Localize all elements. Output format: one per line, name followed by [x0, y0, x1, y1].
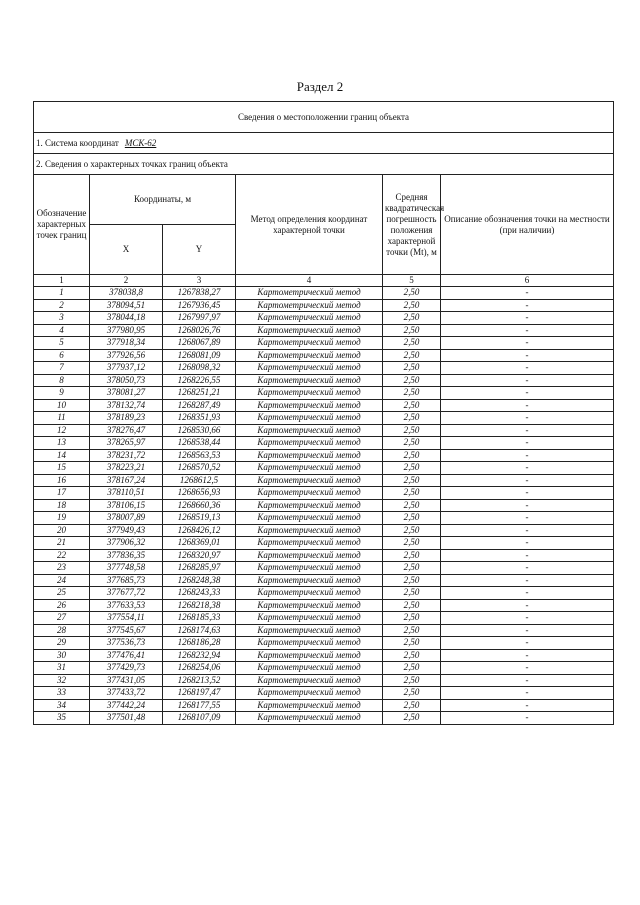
table-row: [34, 362, 614, 375]
cell-point-number: 14: [34, 449, 90, 462]
cell-desc: -: [441, 312, 614, 325]
cell-desc: -: [441, 387, 614, 400]
cell-coord-x: 377501,48: [90, 712, 163, 725]
cell-coord-y: 1268197,47: [163, 687, 236, 700]
cell-method: Картометрический метод: [236, 499, 383, 512]
boundary-points-table: [33, 101, 614, 725]
cell-desc: -: [441, 362, 614, 375]
cell-desc: -: [441, 599, 614, 612]
cell-coord-y: 1268287,49: [163, 399, 236, 412]
cell-accuracy: 2,50: [383, 674, 441, 687]
cell-desc: -: [441, 474, 614, 487]
cell-accuracy: 2,50: [383, 437, 441, 450]
cell-coord-x: 378223,21: [90, 462, 163, 475]
cell-desc: -: [441, 674, 614, 687]
cell-method: Картометрический метод: [236, 337, 383, 350]
cell-point-number: 34: [34, 699, 90, 712]
cell-point-number: 20: [34, 524, 90, 537]
cell-method: Картометрический метод: [236, 624, 383, 637]
cell-point-number: 1: [34, 287, 90, 300]
cell-desc: -: [441, 524, 614, 537]
cell-point-number: 25: [34, 587, 90, 600]
cell-desc: -: [441, 687, 614, 700]
cell-coord-x: 377536,73: [90, 637, 163, 650]
cell-desc: -: [441, 449, 614, 462]
cell-coord-x: 378094,51: [90, 299, 163, 312]
cell-accuracy: 2,50: [383, 287, 441, 300]
cell-point-number: 3: [34, 312, 90, 325]
cell-desc: -: [441, 349, 614, 362]
cell-desc: -: [441, 574, 614, 587]
cell-method: Картометрический метод: [236, 462, 383, 475]
cell-desc: -: [441, 437, 614, 450]
cell-coord-y: 1268177,55: [163, 699, 236, 712]
cell-accuracy: 2,50: [383, 374, 441, 387]
cell-point-number: 18: [34, 499, 90, 512]
cell-method: Картометрический метод: [236, 712, 383, 725]
cell-coord-x: 377836,35: [90, 549, 163, 562]
cell-method: Картометрический метод: [236, 324, 383, 337]
cell-accuracy: 2,50: [383, 499, 441, 512]
cell-coord-x: 377433,72: [90, 687, 163, 700]
cell-coord-x: 378110,51: [90, 487, 163, 500]
column-number: 6: [441, 275, 614, 287]
table-row: [34, 687, 614, 700]
cell-desc: -: [441, 374, 614, 387]
cell-coord-y: 1268081,09: [163, 349, 236, 362]
cell-method: Картометрический метод: [236, 537, 383, 550]
cell-coord-y: 1268098,32: [163, 362, 236, 375]
cell-coord-y: 1268660,36: [163, 499, 236, 512]
coordinate-system-value: МСК-62: [124, 137, 157, 148]
cell-coord-x: 377431,05: [90, 674, 163, 687]
cell-method: Картометрический метод: [236, 562, 383, 575]
column-number: 4: [236, 275, 383, 287]
table-row: [34, 549, 614, 562]
column-numbers-row: [34, 275, 614, 287]
cell-accuracy: 2,50: [383, 612, 441, 625]
cell-accuracy: 2,50: [383, 587, 441, 600]
coordinate-system-row: [34, 133, 614, 154]
cell-desc: -: [441, 612, 614, 625]
column-number: 5: [383, 275, 441, 287]
cell-accuracy: 2,50: [383, 562, 441, 575]
table-row: [34, 587, 614, 600]
header-y: Y: [163, 225, 236, 275]
cell-coord-y: 1268185,33: [163, 612, 236, 625]
cell-accuracy: 2,50: [383, 662, 441, 675]
cell-accuracy: 2,50: [383, 637, 441, 650]
column-number: 2: [90, 275, 163, 287]
cell-method: Картометрический метод: [236, 599, 383, 612]
cell-method: Картометрический метод: [236, 487, 383, 500]
cell-coord-x: 378106,15: [90, 499, 163, 512]
cell-coord-x: 378044,18: [90, 312, 163, 325]
cell-coord-y: 1268251,21: [163, 387, 236, 400]
cell-accuracy: 2,50: [383, 574, 441, 587]
cell-desc: -: [441, 299, 614, 312]
cell-point-number: 9: [34, 387, 90, 400]
cell-desc: -: [441, 537, 614, 550]
cell-point-number: 5: [34, 337, 90, 350]
cell-coord-y: 1268351,93: [163, 412, 236, 425]
cell-method: Картометрический метод: [236, 612, 383, 625]
cell-coord-y: 1268426,12: [163, 524, 236, 537]
cell-accuracy: 2,50: [383, 649, 441, 662]
cell-point-number: 12: [34, 424, 90, 437]
cell-desc: -: [441, 549, 614, 562]
cell-point-number: 6: [34, 349, 90, 362]
cell-method: Картометрический метод: [236, 437, 383, 450]
table-row: [34, 662, 614, 675]
cell-accuracy: 2,50: [383, 462, 441, 475]
cell-method: Картометрический метод: [236, 524, 383, 537]
cell-coord-y: 1268226,55: [163, 374, 236, 387]
cell-point-number: 16: [34, 474, 90, 487]
cell-point-number: 8: [34, 374, 90, 387]
cell-method: Картометрический метод: [236, 424, 383, 437]
cell-accuracy: 2,50: [383, 512, 441, 525]
cell-coord-y: 1268213,52: [163, 674, 236, 687]
column-number: 1: [34, 275, 90, 287]
header-coordinates: Координаты, м: [90, 175, 236, 225]
cell-coord-y: 1268369,01: [163, 537, 236, 550]
cell-method: Картометрический метод: [236, 512, 383, 525]
cell-coord-y: 1268186,28: [163, 637, 236, 650]
section-title: Раздел 2: [296, 79, 344, 94]
cell-point-number: 17: [34, 487, 90, 500]
table-row: [34, 474, 614, 487]
cell-coord-y: 1268612,5: [163, 474, 236, 487]
cell-method: Картометрический метод: [236, 587, 383, 600]
cell-desc: -: [441, 712, 614, 725]
cell-accuracy: 2,50: [383, 687, 441, 700]
cell-coord-y: 1268107,09: [163, 712, 236, 725]
cell-method: Картометрический метод: [236, 574, 383, 587]
cell-coord-y: 1268570,52: [163, 462, 236, 475]
table-row: [34, 424, 614, 437]
cell-method: Картометрический метод: [236, 412, 383, 425]
table-row: [34, 337, 614, 350]
cell-method: Картометрический метод: [236, 449, 383, 462]
cell-point-number: 4: [34, 324, 90, 337]
cell-point-number: 23: [34, 562, 90, 575]
cell-desc: -: [441, 699, 614, 712]
cell-coord-x: 378081,27: [90, 387, 163, 400]
cell-coord-x: 378189,23: [90, 412, 163, 425]
cell-point-number: 10: [34, 399, 90, 412]
table-row: [34, 624, 614, 637]
cell-method: Картометрический метод: [236, 287, 383, 300]
table-row: [34, 287, 614, 300]
header-description: Описание обозначения точки на местности (при наличии): [441, 175, 614, 275]
header-point-designation: Обозначение характерных точек границ: [34, 175, 90, 275]
cell-coord-y: 1268656,93: [163, 487, 236, 500]
cell-point-number: 15: [34, 462, 90, 475]
cell-point-number: 29: [34, 637, 90, 650]
cell-coord-x: 377442,24: [90, 699, 163, 712]
cell-coord-y: 1267997,97: [163, 312, 236, 325]
cell-method: Картометрический метод: [236, 299, 383, 312]
cell-desc: -: [441, 487, 614, 500]
table-row: [34, 412, 614, 425]
cell-accuracy: 2,50: [383, 312, 441, 325]
cell-coord-x: 378231,72: [90, 449, 163, 462]
cell-coord-x: 378007,89: [90, 512, 163, 525]
table-row: [34, 437, 614, 450]
table-row: [34, 537, 614, 550]
table-row: [34, 574, 614, 587]
cell-accuracy: 2,50: [383, 399, 441, 412]
cell-method: Картометрический метод: [236, 312, 383, 325]
cell-desc: -: [441, 462, 614, 475]
cell-coord-x: 377748,58: [90, 562, 163, 575]
table-row: [34, 349, 614, 362]
table-row: [34, 449, 614, 462]
table-row: [34, 299, 614, 312]
cell-coord-y: 1268254,06: [163, 662, 236, 675]
cell-method: Картометрический метод: [236, 399, 383, 412]
cell-point-number: 26: [34, 599, 90, 612]
cell-coord-x: 377918,34: [90, 337, 163, 350]
cell-point-number: 27: [34, 612, 90, 625]
table-row: [34, 637, 614, 650]
cell-method: Картометрический метод: [236, 649, 383, 662]
cell-coord-x: 377545,67: [90, 624, 163, 637]
cell-accuracy: 2,50: [383, 699, 441, 712]
cell-point-number: 24: [34, 574, 90, 587]
cell-accuracy: 2,50: [383, 599, 441, 612]
cell-accuracy: 2,50: [383, 712, 441, 725]
cell-accuracy: 2,50: [383, 412, 441, 425]
cell-coord-x: 377554,11: [90, 612, 163, 625]
table-row: [34, 562, 614, 575]
table-row: [34, 324, 614, 337]
cell-method: Картометрический метод: [236, 474, 383, 487]
cell-accuracy: 2,50: [383, 487, 441, 500]
table-row: [34, 599, 614, 612]
cell-coord-x: 377685,73: [90, 574, 163, 587]
coordinate-system-label: 1. Система координат: [36, 137, 119, 148]
cell-point-number: 19: [34, 512, 90, 525]
table-row: [34, 512, 614, 525]
cell-coord-y: 1268026,76: [163, 324, 236, 337]
cell-desc: -: [441, 624, 614, 637]
cell-coord-y: 1268218,38: [163, 599, 236, 612]
table-row: [34, 712, 614, 725]
cell-accuracy: 2,50: [383, 624, 441, 637]
cell-point-number: 32: [34, 674, 90, 687]
cell-coord-y: 1268519,13: [163, 512, 236, 525]
cell-point-number: 33: [34, 687, 90, 700]
cell-accuracy: 2,50: [383, 324, 441, 337]
cell-desc: -: [441, 337, 614, 350]
cell-coord-x: 378276,47: [90, 424, 163, 437]
cell-coord-x: 378265,97: [90, 437, 163, 450]
table-row: [34, 487, 614, 500]
cell-coord-x: 378038,8: [90, 287, 163, 300]
table-row: [34, 674, 614, 687]
cell-desc: -: [441, 512, 614, 525]
cell-accuracy: 2,50: [383, 549, 441, 562]
cell-method: Картометрический метод: [236, 699, 383, 712]
cell-coord-x: 377906,32: [90, 537, 163, 550]
header-accuracy: Средняя квадратическая погрешность положения характерной точки (Mt), м: [383, 175, 441, 275]
cell-point-number: 11: [34, 412, 90, 425]
header-method: Метод определения координат характерной точки: [236, 175, 383, 275]
cell-coord-y: 1268530,66: [163, 424, 236, 437]
cell-method: Картометрический метод: [236, 349, 383, 362]
cell-method: Картометрический метод: [236, 374, 383, 387]
cell-desc: -: [441, 499, 614, 512]
points-label: 2. Сведения о характерных точках границ объекта: [34, 154, 614, 175]
cell-coord-x: 377949,43: [90, 524, 163, 537]
cell-coord-x: 378132,74: [90, 399, 163, 412]
cell-point-number: 7: [34, 362, 90, 375]
cell-coord-x: 377677,72: [90, 587, 163, 600]
table-row: [34, 374, 614, 387]
cell-point-number: 31: [34, 662, 90, 675]
cell-coord-y: 1268320,97: [163, 549, 236, 562]
cell-accuracy: 2,50: [383, 474, 441, 487]
cell-method: Картометрический метод: [236, 387, 383, 400]
table-row: [34, 499, 614, 512]
header-x: X: [90, 225, 163, 275]
cell-accuracy: 2,50: [383, 424, 441, 437]
cell-desc: -: [441, 399, 614, 412]
cell-coord-y: 1268232,94: [163, 649, 236, 662]
cell-accuracy: 2,50: [383, 524, 441, 537]
cell-accuracy: 2,50: [383, 387, 441, 400]
cell-coord-x: 377476,41: [90, 649, 163, 662]
cell-point-number: 30: [34, 649, 90, 662]
cell-coord-x: 377429,73: [90, 662, 163, 675]
cell-method: Картометрический метод: [236, 362, 383, 375]
cell-desc: -: [441, 424, 614, 437]
table-title: Сведения о местоположении границ объекта: [34, 102, 614, 133]
cell-point-number: 35: [34, 712, 90, 725]
cell-desc: -: [441, 649, 614, 662]
cell-coord-x: 377633,53: [90, 599, 163, 612]
cell-coord-x: 378050,73: [90, 374, 163, 387]
cell-desc: -: [441, 562, 614, 575]
cell-point-number: 2: [34, 299, 90, 312]
cell-point-number: 22: [34, 549, 90, 562]
cell-accuracy: 2,50: [383, 337, 441, 350]
table-row: [34, 649, 614, 662]
cell-coord-x: 377937,12: [90, 362, 163, 375]
cell-desc: -: [441, 637, 614, 650]
cell-method: Картометрический метод: [236, 687, 383, 700]
cell-coord-y: 1268174,63: [163, 624, 236, 637]
table-row: [34, 612, 614, 625]
cell-coord-x: 377980,95: [90, 324, 163, 337]
column-number: 3: [163, 275, 236, 287]
cell-point-number: 13: [34, 437, 90, 450]
cell-point-number: 21: [34, 537, 90, 550]
cell-coord-y: 1268538,44: [163, 437, 236, 450]
cell-accuracy: 2,50: [383, 537, 441, 550]
cell-method: Картометрический метод: [236, 549, 383, 562]
cell-desc: -: [441, 324, 614, 337]
table-row: [34, 399, 614, 412]
cell-coord-y: 1268067,89: [163, 337, 236, 350]
cell-coord-y: 1267936,45: [163, 299, 236, 312]
table-row: [34, 699, 614, 712]
cell-coord-y: 1268285,97: [163, 562, 236, 575]
cell-accuracy: 2,50: [383, 449, 441, 462]
cell-coord-x: 378167,24: [90, 474, 163, 487]
cell-desc: -: [441, 412, 614, 425]
cell-method: Картометрический метод: [236, 662, 383, 675]
cell-coord-y: 1267838,27: [163, 287, 236, 300]
cell-desc: -: [441, 287, 614, 300]
cell-desc: -: [441, 587, 614, 600]
cell-point-number: 28: [34, 624, 90, 637]
cell-method: Картометрический метод: [236, 674, 383, 687]
table-row: [34, 462, 614, 475]
table-row: [34, 524, 614, 537]
table-row: [34, 312, 614, 325]
table-row: [34, 387, 614, 400]
cell-desc: -: [441, 662, 614, 675]
cell-coord-y: 1268243,33: [163, 587, 236, 600]
cell-coord-y: 1268248,38: [163, 574, 236, 587]
cell-accuracy: 2,50: [383, 349, 441, 362]
cell-method: Картометрический метод: [236, 637, 383, 650]
cell-coord-y: 1268563,53: [163, 449, 236, 462]
cell-accuracy: 2,50: [383, 362, 441, 375]
cell-coord-x: 377926,56: [90, 349, 163, 362]
cell-accuracy: 2,50: [383, 299, 441, 312]
